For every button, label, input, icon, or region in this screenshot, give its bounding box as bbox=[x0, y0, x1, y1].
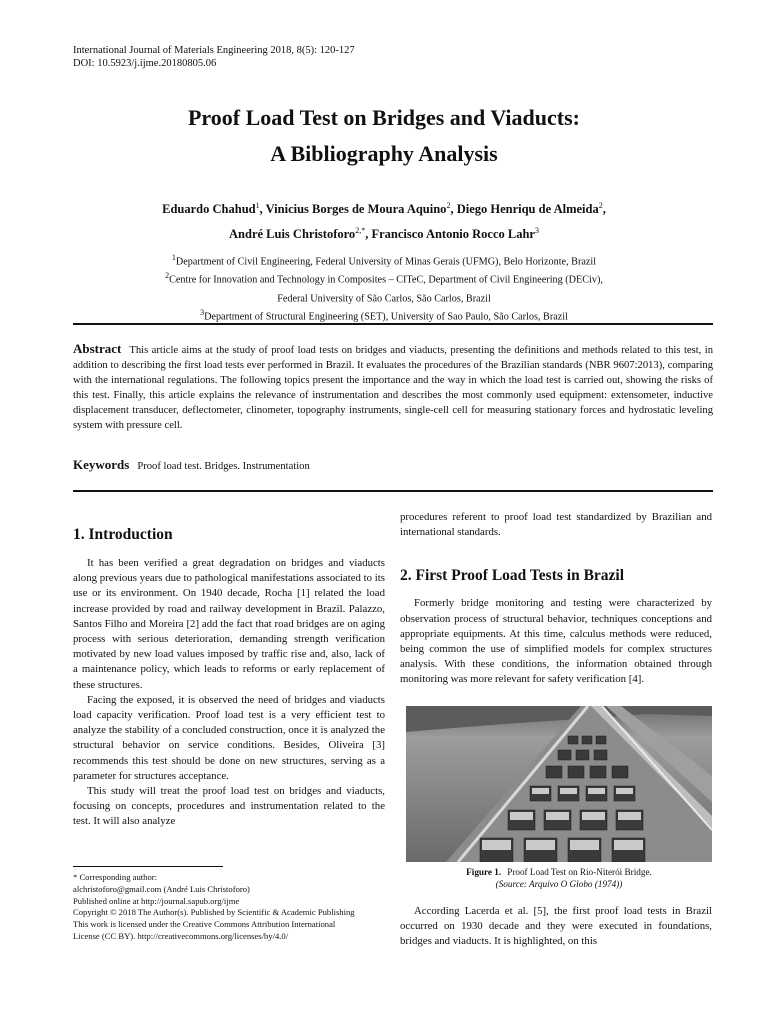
paragraph: Facing the exposed, it is observed the need of bridges and viaducts load capacity verification. Proof load test is a very efficient test to analyze the stability of a concluded construction, once it is analyzed the structural behavior on service conditions. Besides, Oliveira [3] recommends this test should be done on new structures, serving as a parameter for structures acceptance. bbox=[73, 693, 385, 782]
keywords-text: Proof load test. Bridges. Instrumentation bbox=[137, 461, 310, 472]
author-affiliation-mark: 2,* bbox=[355, 226, 366, 236]
right-column bbox=[400, 510, 712, 688]
author-name: Eduardo Chahud bbox=[162, 202, 256, 217]
bridge-photo-illustration bbox=[406, 706, 712, 862]
paragraph: Formerly bridge monitoring and testing were characterized by observation process of structural behavior, techniques conceptions and appropriate equipments. At this time, calculus methods were reduced, being common the use of simplified models for complex structures analysis. With these conditions, the information obtained through monitoring was more relevant for safety verification [4]. bbox=[400, 597, 712, 686]
title-line-2: A Bibliography Analysis bbox=[270, 141, 498, 166]
footnote-line: alchristoforo@gmail.com (André Luis Christoforo) bbox=[73, 883, 250, 894]
affiliation-line: $^2$Centre for Innovation and Technology in Composites – CITeC, Department of Civil Engineering (DECiv), bbox=[165, 271, 603, 286]
figure-caption-line bbox=[400, 866, 718, 878]
footnote-line: Copyright © 2018 The Author(s). Published by Scientific & Academic Publishing bbox=[73, 907, 355, 918]
author-affiliation-mark: 1 bbox=[255, 201, 260, 210]
affiliations bbox=[0, 251, 768, 325]
footnote-line: This work is licensed under the Creative Commons Attribution International bbox=[73, 919, 336, 930]
footnote-line: Published online at http://journal.sapub.org/ijme bbox=[73, 895, 240, 906]
abstract-text: This article aims at the study of proof load tests on bridges and viaducts, presenting the definitions and methods related to this test, in addition to describing the first load tests ever performed in Brazil. It evaluates the procedures of the Brazilian standards (NBR 9607:2013), comparing with the international regulations. The following topics present the importance and the way in which the load test is carried out, showing the risks of this test. Finally, this article explains the relevance of instrumentation and describes the most commonly used equipment: extensometer, inductive displacement transducer, deflectometer, clinometer, topography instruments, single-cell cell for measuring stationary forces and hydrostatic leveling system with pressure cell. bbox=[73, 345, 713, 432]
affiliation-line: $^3$Department of Structural Engineering (SET), University of Sao Paulo, São Carlos, Brazil bbox=[200, 308, 568, 323]
abstract bbox=[73, 341, 713, 434]
section-heading-introduction: 1. Introduction bbox=[73, 526, 173, 543]
footnote-line: License (CC BY). http://creativecommons.org/licenses/by/4.0/ bbox=[73, 930, 289, 941]
left-column bbox=[73, 525, 385, 830]
author-name: , Diego Henriqu de Almeida bbox=[450, 202, 599, 217]
paragraph-continued: procedures referent to proof load test standardized by Brazilian and international standards. bbox=[400, 511, 712, 539]
author-line-2 bbox=[0, 220, 768, 245]
author-list bbox=[0, 195, 768, 245]
keywords bbox=[73, 457, 310, 473]
footnote-divider bbox=[73, 866, 223, 867]
author-name: , Vinicius Borges de Moura Aquino bbox=[259, 202, 447, 217]
abstract-label: Abstract bbox=[73, 341, 122, 356]
title-line-1: Proof Load Test on Bridges and Viaducts: bbox=[187, 105, 580, 130]
footnotes bbox=[73, 872, 385, 943]
figure-label: Figure 1. bbox=[466, 867, 502, 877]
figure-caption-text: Proof Load Test on Rio-Niterói Bridge. bbox=[507, 867, 652, 877]
paragraph: According Lacerda et al. [5], the first proof load tests in Brazil occurred on 1930 decade and they were executed in foundations, bridges and viaducts. It is highlighted, on this bbox=[400, 905, 712, 948]
keywords-label: Keywords bbox=[73, 457, 130, 472]
paragraph: It has been verified a great degradation on bridges and viaducts along previous years due to pathological manifestations associated to its use or its environment. On 1940 decade, Rocha [1] related the load increase provided by road and railway development in Brazil. Palazzo, Santos Filho and Moreira [2] add the fact that road bridges are on aging process with serious deterioration, demanding strength verification motivated by new load values imposed by traffic rise and, also, lack of a maintenance policy, which leads to reforms or early replacement of these structures. bbox=[73, 557, 385, 691]
section-heading-first-proof-load-tests: 2. First Proof Load Tests in Brazil bbox=[400, 567, 625, 585]
author-affiliation-mark: 3 bbox=[534, 226, 539, 236]
footnote-line: * Corresponding author: bbox=[73, 872, 158, 882]
journal-header bbox=[73, 44, 355, 70]
author-line-1 bbox=[0, 195, 768, 220]
paragraph: This study will treat the proof load test on bridges and viaducts, focusing on concepts, procedures and instrumentation related to the test. It will also analyze bbox=[73, 785, 385, 828]
journal-doi: DOI: 10.5923/j.ijme.20180805.06 bbox=[73, 58, 217, 69]
author-affiliation-mark: 2 bbox=[446, 201, 451, 210]
affiliation-line: $^1$Department of Civil Engineering, Federal University of Minas Gerais (UFMG), Belo Horizonte, Brazil bbox=[171, 253, 597, 268]
author-affiliation-mark: 2 bbox=[598, 201, 603, 210]
figure-source: (Source: Arquivo O Globo (1974)) bbox=[495, 879, 623, 889]
paper-title bbox=[0, 100, 768, 172]
right-column-bottom bbox=[400, 904, 712, 950]
author-separator: , bbox=[602, 202, 606, 217]
divider-top bbox=[73, 323, 713, 325]
author-name: André Luis Christoforo bbox=[229, 227, 356, 242]
affiliation-line: Federal University of São Carlos, São Carlos, Brazil bbox=[277, 293, 491, 305]
figure-caption bbox=[400, 866, 718, 890]
journal-citation: International Journal of Materials Engineering 2018, 8(5): 120-127 bbox=[73, 45, 355, 56]
divider-bottom bbox=[73, 490, 713, 492]
bridge-photo bbox=[406, 706, 712, 862]
author-name: , Francisco Antonio Rocco Lahr bbox=[365, 227, 535, 242]
